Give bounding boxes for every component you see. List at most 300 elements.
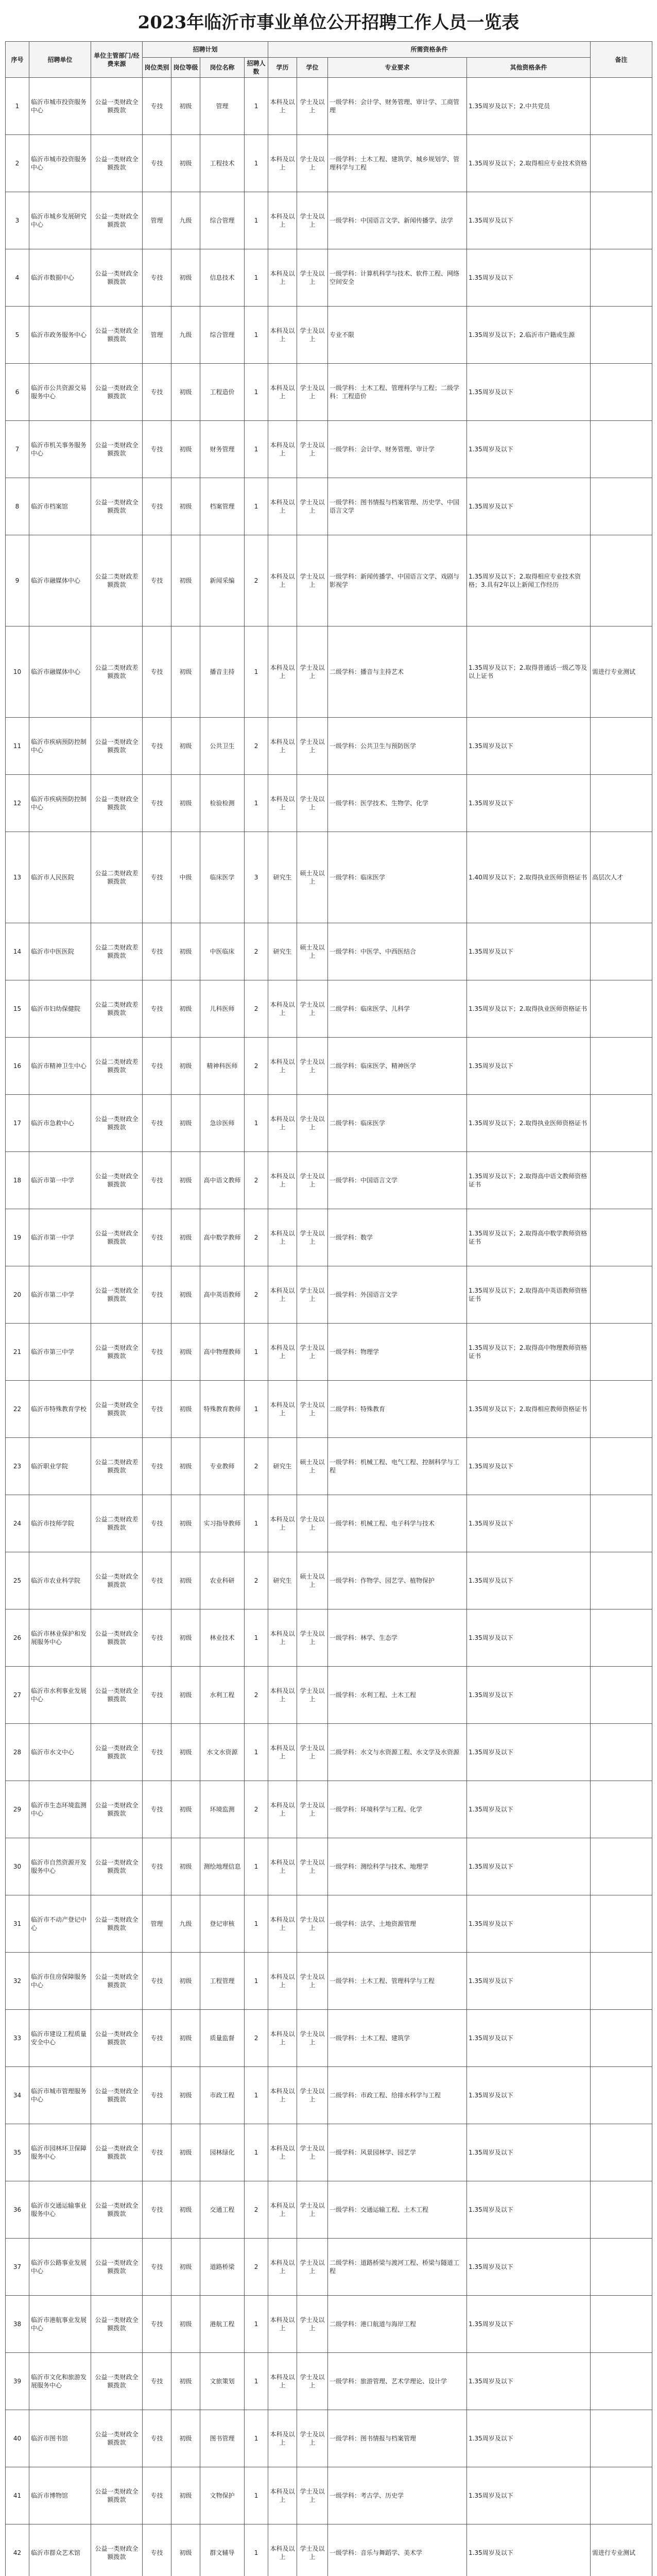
cell-unit: 临沂职业学院	[29, 1438, 91, 1495]
cell-unit: 临沂市融媒体中心	[29, 535, 91, 626]
cell-edu: 本科及以上	[268, 2239, 297, 2296]
cell-edu: 本科及以上	[268, 1266, 297, 1324]
cell-other: 1.35周岁及以下	[467, 192, 591, 249]
cell-other: 1.35周岁及以下	[467, 2410, 591, 2467]
cell-other: 1.35周岁及以下	[467, 1609, 591, 1667]
cell-unit: 临沂市第三中学	[29, 1324, 91, 1381]
cell-post-name: 公共卫生	[200, 718, 245, 775]
cell-post-type: 管理	[143, 1895, 171, 1953]
cell-major: 二级学科：市政工程、给排水科学与工程	[328, 2067, 467, 2124]
cell-other: 1.35周岁及以下；2.取得高中数学教师资格证书	[467, 1209, 591, 1266]
cell-post-name: 儿科医师	[200, 980, 245, 1038]
cell-remark	[591, 1038, 652, 1095]
cell-degree: 学士及以上	[297, 775, 328, 832]
cell-post-name: 新闻采编	[200, 535, 245, 626]
cell-edu: 本科及以上	[268, 2181, 297, 2239]
table-row	[6, 2239, 652, 2296]
cell-degree: 学士及以上	[297, 2410, 328, 2467]
cell-unit: 临沂市中医医院	[29, 923, 91, 980]
cell-post-name: 道路桥梁	[200, 2239, 245, 2296]
cell-other: 1.35周岁及以下；2.取得相应教师资格证书	[467, 1381, 591, 1438]
cell-dept: 公益二类财政差额拨款	[91, 923, 143, 980]
table-row	[6, 832, 652, 923]
cell-count: 3	[245, 832, 268, 923]
cell-unit: 临沂市精神卫生中心	[29, 1038, 91, 1095]
table-header	[6, 42, 652, 78]
cell-count: 1	[245, 1495, 268, 1552]
cell-other: 1.35周岁及以下	[467, 1724, 591, 1781]
cell-degree: 学士及以上	[297, 1324, 328, 1381]
cell-degree: 学士及以上	[297, 2124, 328, 2181]
cell-remark	[591, 1324, 652, 1381]
cell-degree: 学士及以上	[297, 535, 328, 626]
cell-unit: 临沂市人民医院	[29, 832, 91, 923]
cell-count: 2	[245, 923, 268, 980]
cell-degree: 硕士及以上	[297, 1552, 328, 1609]
cell-major: 一级学科：会计学、财务管理、审计学、工商管理	[328, 78, 467, 135]
cell-other: 1.35周岁及以下	[467, 2124, 591, 2181]
cell-remark	[591, 2124, 652, 2181]
cell-count: 1	[245, 2524, 268, 2576]
cell-dept: 公益一类财政全额拨款	[91, 192, 143, 249]
cell-dept: 公益二类财政差额拨款	[91, 832, 143, 923]
table-row	[6, 1724, 652, 1781]
cell-unit: 临沂市文化和旅游发展服务中心	[29, 2353, 91, 2410]
table-row	[6, 980, 652, 1038]
cell-remark	[591, 364, 652, 421]
cell-unit: 临沂市政务服务中心	[29, 307, 91, 364]
cell-other: 1.35周岁及以下	[467, 2067, 591, 2124]
cell-post-level: 初级	[171, 2410, 200, 2467]
cell-dept: 公益一类财政全额拨款	[91, 718, 143, 775]
table-row	[6, 1209, 652, 1266]
cell-post-name: 质量监督	[200, 2010, 245, 2067]
cell-major: 一级学科：临床医学	[328, 832, 467, 923]
cell-post-type: 专技	[143, 2410, 171, 2467]
cell-edu: 本科及以上	[268, 626, 297, 718]
cell-no: 8	[6, 478, 29, 535]
cell-post-level: 初级	[171, 718, 200, 775]
cell-post-name: 临床医学	[200, 832, 245, 923]
cell-post-name: 港航工程	[200, 2296, 245, 2353]
cell-edu: 本科及以上	[268, 535, 297, 626]
cell-unit: 临沂市不动产登记中心	[29, 1895, 91, 1953]
cell-remark	[591, 192, 652, 249]
cell-remark	[591, 2010, 652, 2067]
cell-post-name: 高中语文教师	[200, 1152, 245, 1209]
cell-no: 2	[6, 135, 29, 192]
cell-post-level: 初级	[171, 2524, 200, 2576]
table-row	[6, 535, 652, 626]
cell-major: 二级学科：港口航道与海岸工程	[328, 2296, 467, 2353]
cell-unit: 临沂市住房保障服务中心	[29, 1953, 91, 2010]
cell-count: 1	[245, 1381, 268, 1438]
cell-post-type: 专技	[143, 78, 171, 135]
cell-unit: 临沂市林业保护和发展服务中心	[29, 1609, 91, 1667]
header-no: 序号	[6, 42, 29, 78]
cell-edu: 本科及以上	[268, 364, 297, 421]
cell-count: 1	[245, 192, 268, 249]
cell-no: 17	[6, 1095, 29, 1152]
cell-remark	[591, 2353, 652, 2410]
table-row	[6, 1438, 652, 1495]
cell-no: 25	[6, 1552, 29, 1609]
cell-post-name: 档案管理	[200, 478, 245, 535]
cell-major: 一级学科：图书情报与档案管理	[328, 2410, 467, 2467]
cell-degree: 学士及以上	[297, 307, 328, 364]
cell-unit: 临沂市群众艺术馆	[29, 2524, 91, 2576]
table-row	[6, 1495, 652, 1552]
cell-degree: 学士及以上	[297, 980, 328, 1038]
cell-no: 18	[6, 1152, 29, 1209]
cell-degree: 学士及以上	[297, 626, 328, 718]
cell-edu: 研究生	[268, 923, 297, 980]
cell-dept: 公益一类财政全额拨款	[91, 2181, 143, 2239]
table-row	[6, 923, 652, 980]
cell-post-name: 园林绿化	[200, 2124, 245, 2181]
cell-major: 一级学科：图书情报与档案管理、历史学、中国语言文学	[328, 478, 467, 535]
cell-other: 1.35周岁及以下；2.取得相应专业技术资格；3.具有2年以上新闻工作经历	[467, 535, 591, 626]
cell-edu: 本科及以上	[268, 478, 297, 535]
cell-post-name: 综合管理	[200, 192, 245, 249]
cell-no: 13	[6, 832, 29, 923]
cell-major: 一级学科：中国语言文学	[328, 1152, 467, 1209]
header-edu: 学历	[268, 58, 297, 78]
cell-no: 29	[6, 1781, 29, 1838]
cell-no: 15	[6, 980, 29, 1038]
cell-unit: 临沂市交通运输事业服务中心	[29, 2181, 91, 2239]
table-row	[6, 2410, 652, 2467]
cell-post-level: 九级	[171, 1895, 200, 1953]
cell-major: 二级学科：播音与主持艺术	[328, 626, 467, 718]
cell-unit: 临沂市公共资源交易服务中心	[29, 364, 91, 421]
table-row	[6, 249, 652, 307]
cell-post-name: 登记审核	[200, 1895, 245, 1953]
cell-major: 一级学科：中国语言文学、新闻传播学、法学	[328, 192, 467, 249]
cell-other: 1.35周岁及以下；2.取得普通话一级乙等及以上证书	[467, 626, 591, 718]
cell-edu: 本科及以上	[268, 1095, 297, 1152]
table-row	[6, 2467, 652, 2524]
cell-post-name: 交通工程	[200, 2181, 245, 2239]
table-row	[6, 2296, 652, 2353]
cell-post-type: 专技	[143, 249, 171, 307]
cell-post-type: 专技	[143, 1152, 171, 1209]
cell-count: 2	[245, 1152, 268, 1209]
cell-dept: 公益一类财政全额拨款	[91, 1667, 143, 1724]
cell-post-name: 工程技术	[200, 135, 245, 192]
cell-post-level: 初级	[171, 1324, 200, 1381]
cell-other: 1.35周岁及以下	[467, 364, 591, 421]
cell-dept: 公益一类财政全额拨款	[91, 2467, 143, 2524]
cell-degree: 学士及以上	[297, 1095, 328, 1152]
cell-other: 1.35周岁及以下；2.取得高中语文教师资格证书	[467, 1152, 591, 1209]
cell-remark	[591, 1495, 652, 1552]
cell-edu: 本科及以上	[268, 1152, 297, 1209]
cell-post-type: 管理	[143, 307, 171, 364]
cell-major: 二级学科：水文与水资源工程、水文学及水资源	[328, 1724, 467, 1781]
cell-dept: 公益一类财政全额拨款	[91, 1266, 143, 1324]
header-major: 专业要求	[328, 58, 467, 78]
header-count: 招聘人数	[245, 58, 268, 78]
cell-remark	[591, 2239, 652, 2296]
cell-unit: 临沂市农业科学院	[29, 1552, 91, 1609]
cell-degree: 学士及以上	[297, 1838, 328, 1895]
cell-remark	[591, 78, 652, 135]
cell-post-name: 林业技术	[200, 1609, 245, 1667]
cell-count: 2	[245, 1781, 268, 1838]
cell-other: 1.35周岁及以下	[467, 923, 591, 980]
cell-degree: 学士及以上	[297, 2239, 328, 2296]
cell-unit: 临沂市园林环卫保障服务中心	[29, 2124, 91, 2181]
table-row	[6, 2067, 652, 2124]
cell-dept: 公益一类财政全额拨款	[91, 1095, 143, 1152]
header-dept: 单位主管部门/经费来源	[91, 42, 143, 78]
table-row	[6, 364, 652, 421]
cell-other: 1.35周岁及以下	[467, 2181, 591, 2239]
cell-dept: 公益一类财政全额拨款	[91, 1609, 143, 1667]
cell-no: 12	[6, 775, 29, 832]
cell-post-type: 专技	[143, 2296, 171, 2353]
cell-no: 22	[6, 1381, 29, 1438]
cell-dept: 公益一类财政全额拨款	[91, 2010, 143, 2067]
cell-post-type: 专技	[143, 2181, 171, 2239]
cell-count: 1	[245, 2353, 268, 2410]
recruitment-table	[5, 41, 652, 2576]
cell-post-level: 初级	[171, 1266, 200, 1324]
cell-count: 2	[245, 1266, 268, 1324]
cell-post-name: 高中物理教师	[200, 1324, 245, 1381]
cell-dept: 公益一类财政全额拨款	[91, 2067, 143, 2124]
cell-major: 一级学科：作物学、园艺学、植物保护	[328, 1552, 467, 1609]
cell-post-type: 专技	[143, 135, 171, 192]
cell-dept: 公益一类财政全额拨款	[91, 1781, 143, 1838]
cell-no: 5	[6, 307, 29, 364]
cell-post-level: 初级	[171, 1095, 200, 1152]
cell-count: 1	[245, 626, 268, 718]
cell-no: 23	[6, 1438, 29, 1495]
cell-other: 1.35周岁及以下；2.取得执业医师资格证书	[467, 980, 591, 1038]
cell-post-name: 急诊医师	[200, 1095, 245, 1152]
cell-other: 1.35周岁及以下	[467, 718, 591, 775]
cell-post-level: 初级	[171, 2181, 200, 2239]
cell-unit: 临沂市特殊教育学校	[29, 1381, 91, 1438]
cell-no: 6	[6, 364, 29, 421]
cell-unit: 临沂市生态环境监测中心	[29, 1781, 91, 1838]
cell-unit: 临沂市档案馆	[29, 478, 91, 535]
cell-unit: 临沂市疾病预防控制中心	[29, 718, 91, 775]
cell-remark	[591, 1838, 652, 1895]
cell-degree: 学士及以上	[297, 421, 328, 478]
cell-remark	[591, 1266, 652, 1324]
cell-count: 1	[245, 1953, 268, 2010]
cell-no: 21	[6, 1324, 29, 1381]
cell-count: 1	[245, 1724, 268, 1781]
cell-post-level: 初级	[171, 249, 200, 307]
cell-post-type: 专技	[143, 2353, 171, 2410]
cell-other: 1.35周岁及以下	[467, 2239, 591, 2296]
cell-unit: 临沂市自然资源开发服务中心	[29, 1838, 91, 1895]
cell-remark	[591, 1095, 652, 1152]
cell-post-name: 图书管理	[200, 2410, 245, 2467]
cell-no: 7	[6, 421, 29, 478]
table-row	[6, 307, 652, 364]
cell-edu: 本科及以上	[268, 2353, 297, 2410]
cell-post-name: 播音主持	[200, 626, 245, 718]
cell-other: 1.35周岁及以下	[467, 249, 591, 307]
table-row	[6, 1895, 652, 1953]
cell-post-type: 专技	[143, 364, 171, 421]
cell-edu: 本科及以上	[268, 192, 297, 249]
cell-post-type: 专技	[143, 535, 171, 626]
cell-count: 1	[245, 1895, 268, 1953]
cell-post-type: 专技	[143, 2239, 171, 2296]
cell-post-name: 环境监测	[200, 1781, 245, 1838]
cell-edu: 本科及以上	[268, 1667, 297, 1724]
cell-no: 3	[6, 192, 29, 249]
cell-other: 1.40周岁及以下；2.取得执业医师资格证书	[467, 832, 591, 923]
cell-post-type: 专技	[143, 1495, 171, 1552]
cell-dept: 公益一类财政全额拨款	[91, 364, 143, 421]
cell-post-type: 专技	[143, 1667, 171, 1724]
cell-other: 1.35周岁及以下；2.取得执业医师资格证书	[467, 1095, 591, 1152]
header-remark: 备注	[591, 42, 652, 78]
cell-major: 二级学科：特殊教育	[328, 1381, 467, 1438]
table-row	[6, 78, 652, 135]
cell-dept: 公益二类财政差额拨款	[91, 1038, 143, 1095]
table-row	[6, 1095, 652, 1152]
table-body	[6, 78, 652, 2576]
cell-other: 1.35周岁及以下	[467, 1781, 591, 1838]
cell-major: 一级学科：土木工程、建筑学、城乡规划学、管理科学与工程	[328, 135, 467, 192]
cell-other: 1.35周岁及以下	[467, 1667, 591, 1724]
cell-major: 一级学科：会计学、财务管理、审计学	[328, 421, 467, 478]
cell-count: 2	[245, 718, 268, 775]
cell-no: 19	[6, 1209, 29, 1266]
cell-edu: 研究生	[268, 832, 297, 923]
cell-post-type: 专技	[143, 1038, 171, 1095]
cell-post-type: 专技	[143, 1781, 171, 1838]
cell-dept: 公益一类财政全额拨款	[91, 1552, 143, 1609]
cell-count: 1	[245, 2067, 268, 2124]
cell-major: 一级学科：公共卫生与预防医学	[328, 718, 467, 775]
cell-edu: 本科及以上	[268, 2467, 297, 2524]
cell-unit: 临沂市第一中学	[29, 1209, 91, 1266]
cell-degree: 学士及以上	[297, 192, 328, 249]
cell-count: 1	[245, 364, 268, 421]
table-row	[6, 2010, 652, 2067]
cell-post-type: 专技	[143, 923, 171, 980]
cell-other: 1.35周岁及以下；2.取得高中物理教师资格证书	[467, 1324, 591, 1381]
header-plan-group: 招聘计划	[143, 42, 268, 58]
cell-count: 2	[245, 2010, 268, 2067]
cell-remark	[591, 775, 652, 832]
cell-major: 一级学科：环境科学与工程、化学	[328, 1781, 467, 1838]
cell-major: 二级学科：临床医学、精神医学	[328, 1038, 467, 1095]
cell-post-type: 专技	[143, 1095, 171, 1152]
cell-post-level: 九级	[171, 307, 200, 364]
cell-post-type: 专技	[143, 832, 171, 923]
cell-remark	[591, 1895, 652, 1953]
cell-edu: 本科及以上	[268, 980, 297, 1038]
cell-remark	[591, 980, 652, 1038]
cell-degree: 学士及以上	[297, 1381, 328, 1438]
cell-post-type: 专技	[143, 2524, 171, 2576]
header-post-type: 岗位类别	[143, 58, 171, 78]
cell-other: 1.35周岁及以下；2.临沂市户籍或生源	[467, 307, 591, 364]
cell-unit: 临沂市疾病预防控制中心	[29, 775, 91, 832]
cell-edu: 本科及以上	[268, 2410, 297, 2467]
cell-post-level: 初级	[171, 135, 200, 192]
cell-post-name: 市政工程	[200, 2067, 245, 2124]
table-row	[6, 1324, 652, 1381]
cell-edu: 本科及以上	[268, 135, 297, 192]
cell-edu: 本科及以上	[268, 1381, 297, 1438]
cell-dept: 公益一类财政全额拨款	[91, 1838, 143, 1895]
table-row	[6, 718, 652, 775]
cell-degree: 学士及以上	[297, 1895, 328, 1953]
cell-remark	[591, 1724, 652, 1781]
cell-degree: 学士及以上	[297, 2067, 328, 2124]
cell-degree: 硕士及以上	[297, 923, 328, 980]
cell-dept: 公益二类财政差额拨款	[91, 980, 143, 1038]
cell-major: 一级学科：法学、土地资源管理	[328, 1895, 467, 1953]
cell-post-type: 专技	[143, 980, 171, 1038]
cell-dept: 公益一类财政全额拨款	[91, 478, 143, 535]
cell-post-type: 专技	[143, 2467, 171, 2524]
cell-no: 16	[6, 1038, 29, 1095]
cell-unit: 临沂市水利事业发展中心	[29, 1667, 91, 1724]
cell-unit: 临沂市水文中心	[29, 1724, 91, 1781]
cell-major: 一级学科：机械工程、电子科学与技术	[328, 1495, 467, 1552]
cell-remark	[591, 478, 652, 535]
cell-unit: 临沂市城乡发展研究中心	[29, 192, 91, 249]
cell-remark	[591, 2467, 652, 2524]
cell-post-level: 初级	[171, 1953, 200, 2010]
cell-degree: 学士及以上	[297, 78, 328, 135]
cell-edu: 本科及以上	[268, 2296, 297, 2353]
cell-edu: 研究生	[268, 1438, 297, 1495]
cell-dept: 公益一类财政全额拨款	[91, 2124, 143, 2181]
cell-no: 40	[6, 2410, 29, 2467]
cell-other: 1.35周岁及以下；2.取得高中英语教师资格证书	[467, 1266, 591, 1324]
cell-dept: 公益一类财政全额拨款	[91, 2296, 143, 2353]
cell-count: 2	[245, 2239, 268, 2296]
table-row	[6, 1266, 652, 1324]
cell-post-level: 初级	[171, 2296, 200, 2353]
cell-post-name: 检验检测	[200, 775, 245, 832]
cell-count: 1	[245, 2124, 268, 2181]
cell-count: 1	[245, 2410, 268, 2467]
cell-major: 一级学科：新闻传播学、中国语言文学、戏剧与影视学	[328, 535, 467, 626]
cell-major: 一级学科：测绘科学与技术、地理学	[328, 1838, 467, 1895]
cell-degree: 学士及以上	[297, 135, 328, 192]
cell-post-type: 管理	[143, 192, 171, 249]
cell-remark	[591, 1552, 652, 1609]
cell-remark	[591, 1609, 652, 1667]
cell-remark	[591, 535, 652, 626]
cell-no: 10	[6, 626, 29, 718]
cell-no: 32	[6, 1953, 29, 2010]
cell-post-level: 初级	[171, 2124, 200, 2181]
cell-remark: 高层次人才	[591, 832, 652, 923]
cell-count: 2	[245, 535, 268, 626]
cell-other: 1.35周岁及以下	[467, 421, 591, 478]
cell-other: 1.35周岁及以下；2.中共党员	[467, 78, 591, 135]
cell-count: 1	[245, 478, 268, 535]
cell-no: 41	[6, 2467, 29, 2524]
table-row	[6, 1381, 652, 1438]
cell-remark	[591, 1152, 652, 1209]
